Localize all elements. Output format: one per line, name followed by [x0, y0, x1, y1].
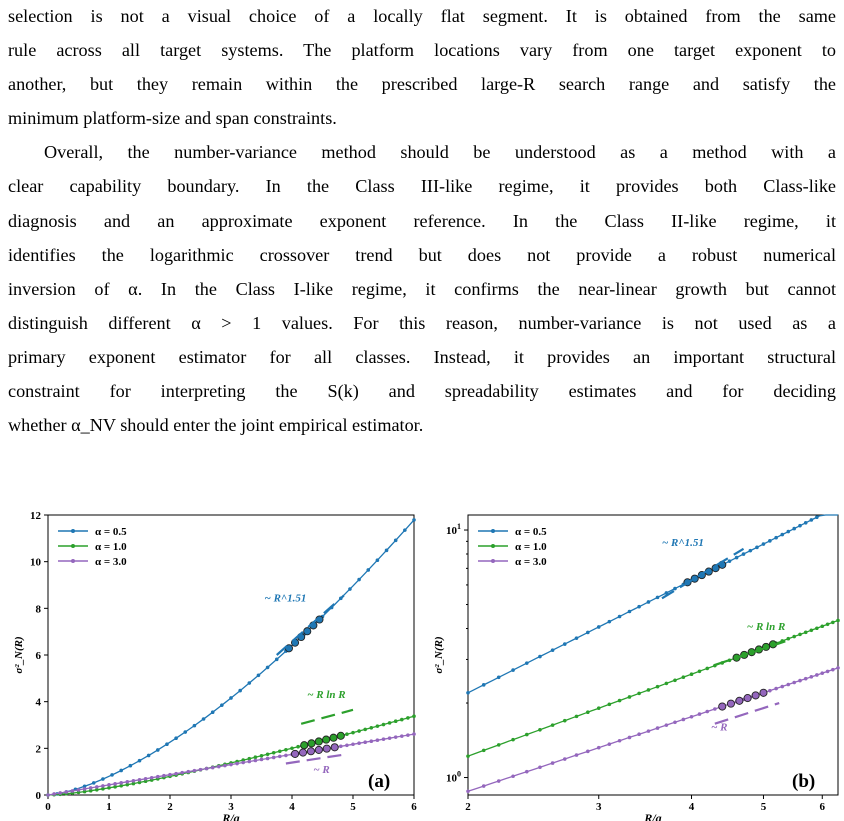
data-point: [296, 745, 300, 749]
x-tick-label: 4: [688, 801, 695, 813]
data-point: [357, 729, 361, 733]
data-point: [768, 689, 772, 693]
data-point: [497, 743, 501, 747]
data-point: [656, 685, 660, 689]
data-point: [95, 785, 99, 789]
data-point: [248, 681, 252, 685]
annotation-label: ~ R: [711, 721, 728, 734]
plateau-point: [323, 736, 330, 743]
data-point: [826, 670, 830, 674]
plateau-point: [760, 689, 767, 696]
figure-panel-b: [424, 512, 844, 821]
data-point: [810, 518, 814, 522]
data-point: [690, 715, 694, 719]
guide-line: [662, 549, 744, 599]
legend-marker: [491, 559, 495, 563]
data-point: [199, 768, 203, 772]
y-tick-label: $10^0$: [446, 769, 461, 785]
data-point: [400, 718, 404, 722]
data-point: [272, 756, 276, 760]
data-point: [376, 724, 380, 728]
plateau-point: [291, 750, 298, 757]
data-point: [220, 703, 224, 707]
data-point: [248, 760, 252, 764]
data-point: [798, 524, 802, 528]
data-point: [786, 637, 790, 641]
data-point: [382, 737, 386, 741]
data-point: [586, 631, 590, 635]
data-point: [665, 682, 669, 686]
plateau-point: [748, 649, 755, 656]
data-point: [83, 787, 87, 791]
data-point: [575, 715, 579, 719]
data-point: [180, 771, 184, 775]
data-point: [637, 692, 641, 696]
data-point: [58, 791, 62, 795]
data-point: [525, 770, 529, 774]
data-point: [647, 729, 651, 733]
data-point: [394, 735, 398, 739]
data-point: [820, 671, 824, 675]
data-point: [162, 774, 166, 778]
data-point: [538, 655, 542, 659]
plateau-point: [308, 740, 315, 747]
data-point: [682, 675, 686, 679]
data-point: [798, 679, 802, 683]
data-point: [110, 773, 114, 777]
data-point: [497, 676, 501, 680]
data-point: [815, 673, 819, 677]
data-point: [628, 610, 632, 614]
data-point: [586, 750, 590, 754]
legend-marker: [491, 544, 495, 548]
text-line: inversion of α. In the Class I-like regime, it confirms the near-linear growth but cannot: [8, 278, 836, 299]
data-point: [385, 549, 389, 553]
legend-marker: [71, 544, 75, 548]
data-point: [223, 764, 227, 768]
data-point: [394, 719, 398, 723]
data-point: [165, 742, 169, 746]
data-point: [412, 518, 416, 522]
data-point: [656, 726, 660, 730]
data-point: [278, 755, 282, 759]
data-point: [278, 749, 282, 753]
data-point: [217, 765, 221, 769]
data-point: [101, 777, 105, 781]
data-point: [260, 754, 264, 758]
data-point: [400, 734, 404, 738]
data-point: [690, 672, 694, 676]
y-axis-label: σ²_N(R): [433, 636, 445, 674]
data-point: [345, 743, 349, 747]
data-point: [71, 789, 75, 793]
plateau-point: [736, 697, 743, 704]
legend-marker: [71, 559, 75, 563]
data-point: [156, 748, 160, 752]
data-point: [482, 749, 486, 753]
x-tick-label: 3: [595, 801, 602, 813]
panel-label: (b): [792, 771, 816, 792]
data-point: [804, 631, 808, 635]
text-line: selection is not a visual choice of a locally flat segment. It is obtained from the same: [8, 6, 836, 26]
data-point: [466, 789, 470, 793]
data-point: [780, 533, 784, 537]
data-point: [563, 757, 567, 761]
data-point: [257, 674, 261, 678]
data-point: [132, 779, 136, 783]
x-tick-label: 5: [350, 801, 356, 813]
data-point: [113, 782, 117, 786]
x-tick-label: 6: [819, 801, 826, 813]
plateau-point: [299, 749, 306, 756]
paragraph-1: [8, 0, 836, 135]
data-point: [698, 712, 702, 716]
annotation-label: ~ R: [313, 763, 330, 776]
x-tick-label: 6: [411, 801, 417, 813]
y-tick-label: 4: [35, 696, 41, 709]
data-point: [412, 732, 416, 736]
data-point: [284, 748, 288, 752]
data-point: [804, 677, 808, 681]
data-point: [628, 736, 632, 740]
data-point: [618, 615, 622, 619]
data-point: [272, 751, 276, 755]
data-point: [89, 786, 93, 790]
plateau-point: [719, 703, 726, 710]
data-point: [742, 552, 746, 556]
data-point: [525, 733, 529, 737]
data-point: [119, 781, 123, 785]
y-tick-label: $10^1$: [446, 522, 461, 538]
legend-marker: [71, 529, 75, 533]
y-tick-label: 2: [35, 743, 41, 756]
data-point: [193, 724, 197, 728]
legend-label: α = 0.5: [95, 526, 127, 538]
data-point: [826, 623, 830, 627]
data-point: [792, 681, 796, 685]
data-point: [836, 619, 840, 623]
data-point: [406, 733, 410, 737]
data-point: [366, 568, 370, 572]
panel-label: (a): [368, 771, 391, 792]
data-point: [52, 792, 56, 796]
data-point: [525, 661, 529, 665]
y-tick-label: 10: [30, 556, 41, 569]
x-tick-label: 3: [228, 801, 234, 813]
data-point: [538, 728, 542, 732]
data-point: [586, 710, 590, 714]
plateau-point: [307, 748, 314, 755]
text-line: identifies the logarithmic crossover trend but does not provide a robust numerical: [8, 244, 836, 265]
data-point: [129, 764, 133, 768]
paragraph-2: [8, 135, 836, 442]
data-point: [618, 699, 622, 703]
data-point: [339, 744, 343, 748]
annotation-label: ~ R^1.51: [661, 537, 704, 550]
data-point: [774, 687, 778, 691]
plateau-point: [323, 745, 330, 752]
data-point: [187, 770, 191, 774]
data-point: [836, 666, 840, 670]
x-axis-label: R/a: [222, 811, 240, 821]
data-point: [815, 515, 819, 519]
data-point: [412, 714, 416, 718]
data-point: [77, 788, 81, 792]
data-point: [254, 759, 258, 763]
data-point: [382, 723, 386, 727]
plateau-point: [301, 742, 308, 749]
data-point: [466, 691, 470, 695]
legend-label: α = 3.0: [515, 556, 547, 568]
data-point: [551, 648, 555, 652]
data-point: [786, 530, 790, 534]
data-point: [168, 773, 172, 777]
data-point: [482, 784, 486, 788]
data-point: [260, 758, 264, 762]
plateau-point: [315, 746, 322, 753]
legend-label: α = 1.0: [95, 541, 127, 553]
data-point: [65, 790, 69, 794]
data-point: [511, 668, 515, 672]
data-point: [394, 539, 398, 543]
x-tick-label: 5: [760, 801, 767, 813]
data-point: [275, 658, 279, 662]
y-tick-label: 6: [35, 650, 41, 662]
chart-b-svg: [424, 512, 844, 821]
data-point: [466, 754, 470, 758]
annotation-label: ~ R^1.51: [264, 592, 307, 605]
y-axis-label: σ²_N(R): [13, 636, 25, 674]
data-point: [647, 600, 651, 604]
data-point: [618, 739, 622, 743]
data-point: [786, 683, 790, 687]
data-point: [665, 723, 669, 727]
data-point: [370, 726, 374, 730]
data-point: [266, 757, 270, 761]
text-line: minimum platform-size and span constraints.: [8, 108, 337, 129]
plateau-point: [331, 744, 338, 751]
data-point: [792, 635, 796, 639]
data-point: [150, 776, 154, 780]
data-point: [147, 754, 151, 758]
data-point: [755, 546, 759, 550]
legend-label: α = 3.0: [95, 556, 127, 568]
text-line: another, but they remain within the prescribed large-R search range and satisfy the: [8, 74, 836, 95]
data-point: [647, 688, 651, 692]
data-point: [126, 780, 130, 784]
data-point: [205, 767, 209, 771]
x-tick-label: 2: [167, 801, 173, 813]
x-tick-label: 0: [45, 801, 51, 813]
data-point: [388, 721, 392, 725]
data-point: [376, 738, 380, 742]
text-line: diagnosis and an approximate exponent reference. In the Class II-like regime, it: [8, 210, 836, 231]
data-point: [92, 781, 96, 785]
data-point: [482, 683, 486, 687]
data-point: [46, 793, 50, 797]
data-point: [174, 736, 178, 740]
data-point: [551, 761, 555, 765]
data-point: [831, 668, 835, 672]
plateau-point: [727, 700, 734, 707]
data-point: [156, 775, 160, 779]
data-point: [202, 717, 206, 721]
data-point: [363, 740, 367, 744]
legend-marker: [491, 529, 495, 533]
data-point: [183, 730, 187, 734]
data-point: [792, 527, 796, 531]
data-point: [608, 742, 612, 746]
data-point: [705, 667, 709, 671]
chart-a-svg: [0, 512, 420, 821]
data-point: [575, 753, 579, 757]
body-text: [8, 0, 836, 442]
series-line-2: [48, 716, 414, 795]
y-tick-label: 8: [35, 603, 41, 616]
data-point: [357, 578, 361, 582]
y-tick-label: 0: [35, 790, 41, 802]
x-axis-label: R/a: [644, 811, 662, 821]
data-point: [229, 763, 233, 767]
data-point: [388, 736, 392, 740]
data-point: [597, 625, 601, 629]
data-point: [290, 746, 294, 750]
text-line: constraint for interpreting the S(k) and spreadability estimates and for deciding: [8, 381, 836, 402]
data-point: [351, 742, 355, 746]
data-point: [673, 720, 677, 724]
x-tick-label: 4: [289, 801, 295, 813]
data-point: [705, 710, 709, 714]
data-point: [735, 556, 739, 560]
data-point: [538, 765, 542, 769]
data-point: [762, 542, 766, 546]
data-point: [266, 666, 270, 670]
plateau-point: [304, 628, 311, 635]
data-point: [713, 707, 717, 711]
data-point: [403, 528, 407, 532]
data-point: [511, 738, 515, 742]
data-point: [749, 549, 753, 553]
data-point: [798, 633, 802, 637]
legend-label: α = 1.0: [515, 541, 547, 553]
plateau-point: [330, 734, 337, 741]
data-point: [597, 706, 601, 710]
data-point: [831, 621, 835, 625]
data-point: [254, 755, 258, 759]
plateau-point: [315, 738, 322, 745]
data-point: [357, 741, 361, 745]
data-point: [101, 784, 105, 788]
data-point: [119, 769, 123, 773]
data-point: [637, 605, 641, 609]
data-point: [363, 728, 367, 732]
data-point: [551, 723, 555, 727]
data-point: [656, 596, 660, 600]
annotation-label: ~ R ln R: [307, 689, 346, 702]
data-point: [193, 769, 197, 773]
text-line: Overall, the number-variance method should be understood as a method with a: [44, 142, 836, 163]
data-point: [345, 732, 349, 736]
data-point: [728, 559, 732, 563]
data-point: [241, 761, 245, 765]
data-point: [211, 766, 215, 770]
data-point: [810, 675, 814, 679]
data-point: [284, 754, 288, 758]
data-point: [376, 558, 380, 562]
annotation-label: ~ R ln R: [746, 620, 786, 633]
data-point: [563, 719, 567, 723]
data-point: [211, 710, 215, 714]
data-point: [563, 642, 567, 646]
data-point: [774, 536, 778, 540]
data-point: [575, 636, 579, 640]
y-tick-label: 12: [30, 512, 41, 522]
legend-label: α = 0.5: [515, 526, 547, 538]
data-point: [637, 732, 641, 736]
data-point: [144, 777, 148, 781]
plateau-point: [712, 565, 719, 572]
data-point: [174, 772, 178, 776]
text-line: primary exponent estimator for all classes. Instead, it provides an important structural: [8, 346, 836, 367]
data-point: [138, 759, 142, 763]
plateau-point: [752, 692, 759, 699]
data-point: [698, 669, 702, 673]
data-point: [238, 689, 242, 693]
data-point: [810, 628, 814, 632]
data-point: [768, 539, 772, 543]
data-point: [597, 746, 601, 750]
text-line: clear capability boundary. In the Class III-like regime, it provides both Class-like: [8, 176, 836, 197]
data-point: [608, 620, 612, 624]
data-point: [406, 716, 410, 720]
data-point: [348, 587, 352, 591]
data-point: [497, 779, 501, 783]
plateau-point: [744, 694, 751, 701]
plateau-point: [337, 732, 344, 739]
data-point: [673, 587, 677, 591]
data-point: [628, 695, 632, 699]
text-line: whether α_NV should enter the joint empirical estimator.: [8, 415, 424, 436]
guide-line: [301, 710, 353, 724]
data-point: [107, 783, 111, 787]
data-point: [820, 624, 824, 628]
data-point: [673, 678, 677, 682]
data-point: [682, 718, 686, 722]
data-point: [138, 778, 142, 782]
x-tick-label: 2: [465, 801, 471, 813]
data-point: [266, 752, 270, 756]
data-point: [229, 696, 233, 700]
data-point: [370, 739, 374, 743]
text-line: distinguish different α > 1 values. For this reason, number-variance is not used as a: [8, 312, 836, 333]
data-point: [608, 703, 612, 707]
figure-panel-a: [0, 512, 420, 821]
data-point: [780, 685, 784, 689]
text-line: rule across all target systems. The platform locations vary from one target exponent to: [8, 40, 836, 61]
data-point: [511, 774, 515, 778]
guide-line: [277, 596, 344, 656]
data-point: [235, 762, 239, 766]
data-point: [351, 731, 355, 735]
x-tick-label: 1: [106, 801, 112, 813]
data-point: [815, 626, 819, 630]
data-point: [804, 521, 808, 525]
